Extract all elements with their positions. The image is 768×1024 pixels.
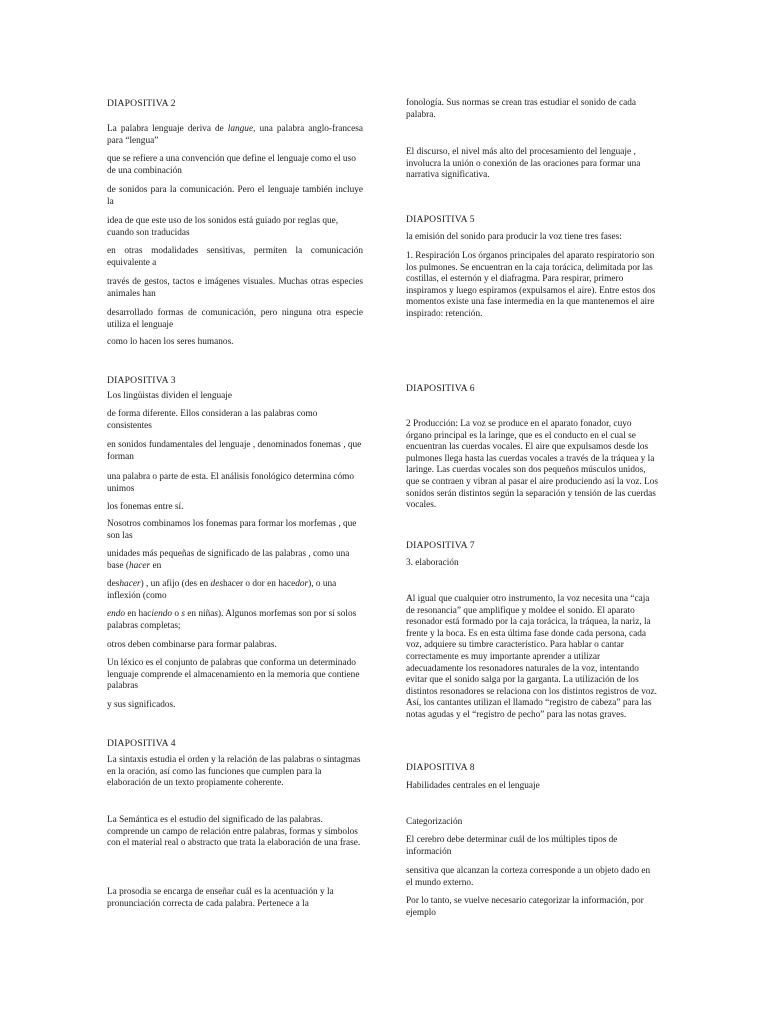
slide-5-heading: DIAPOSITIVA 5 bbox=[406, 214, 475, 225]
slide-8-paragraph-1: Habilidades centrales en el lenguaje bbox=[406, 781, 540, 791]
slide-3-paragraph-1: Los lingüistas dividen el lenguaje bbox=[107, 391, 232, 401]
slide-7-paragraph-2: Al igual que cualquier otro instrumento, la voz necesita una “caja de resonancia” que amplifique y moldee el sonido. El aparato resonador está formado por la caja torácica, la tráquea, la nariz, la frente y la boca. Es en esta última fase donde cada persona, cada voz, adquiere su timbre característico. Para hablar o cantar correctamente es muy importante aprender a utilizar adecuadamente los resonadores naturales de la voz, intentando evitar que el sonido salga por la garganta. La utilización de los distintos resonadores se relaciona con los distintos registros de voz. Así, los cantantes utilizan el llamado “registro de cabeza” para las notas agudas y el “registro de pecho” para las notas graves. bbox=[406, 594, 657, 720]
slide-3-paragraph-6: Nosotros combinamos los fonemas para formar los morfemas , que son las bbox=[107, 519, 357, 541]
slide-3-paragraph-8: deshacer) , un afijo (des en deshacer o dor en hacedor), o una inflexión (como bbox=[107, 579, 337, 601]
slide-2-paragraph-7: desarrollado formas de comunicación, pero ninguna otra especie utiliza el lenguaje bbox=[107, 308, 363, 330]
slide-2-paragraph-8: como lo hacen los seres humanos. bbox=[107, 337, 234, 347]
slide-2-paragraph-6: través de gestos, tactos e imágenes visuales. Muchas otras especies animales han bbox=[107, 277, 363, 299]
slide-2-paragraph-2: que se refiere a una convención que define el lenguaje como el uso de una combinación bbox=[107, 154, 356, 176]
slide-3-paragraph-10: otros deben combinarse para formar palabras. bbox=[107, 640, 277, 650]
slide-7-heading: DIAPOSITIVA 7 bbox=[406, 540, 475, 551]
slide-8-paragraph-5: Por lo tanto, se vuelve necesario categorizar la información, por ejemplo bbox=[406, 896, 644, 918]
slide-3-paragraph-2: de forma diferente. Ellos consideran a las palabras como consistentes bbox=[107, 409, 318, 431]
slide-8-paragraph-2: Categorización bbox=[406, 817, 463, 827]
slide-3-paragraph-7: unidades más pequeñas de significado de las palabras , como una base (hacer en bbox=[107, 549, 350, 571]
slide-3-paragraph-5: los fonemas entre sí. bbox=[107, 502, 184, 512]
slide-2-paragraph-5: en otras modalidades sensitivas, permiten la comunicación equivalente a bbox=[107, 246, 363, 268]
slide-3-heading: DIAPOSITIVA 3 bbox=[107, 375, 176, 386]
slide-3-paragraph-11: Un léxico es el conjunto de palabras que conforma un determinado lenguaje comprende el almacenamiento en la memoria que contiene palabras bbox=[107, 658, 360, 692]
slide-2-paragraph-4: idea de que este uso de los sonidos está guiado por reglas que, cuando son traducidas bbox=[107, 216, 339, 238]
slide-4-paragraph-2: La Semántica es el estudio del significado de las palabras. comprende un campo de relación entre palabras, formas y símbolos con el material real o abstracto que trata la elaboración de una frase. bbox=[107, 815, 361, 849]
slide-3-paragraph-3: en sonidos fundamentales del lenguaje , denominados fonemas , que forman bbox=[107, 440, 362, 462]
slide-3-paragraph-9: endo en haciendo o s en niñas). Algunos morfemas son por sí solos palabras completas; bbox=[107, 609, 357, 631]
slide-3-paragraph-12: y sus significados. bbox=[107, 700, 176, 710]
slide-5-paragraph-2: 1. Respiración Los órganos principales del aparato respiratorio son los pulmones. Se encuentran en la caja torácica, delimitada por las costillas, el esternón y el diafragma. Para respirar, primero inspiramos y luego espiramos (expulsamos el aire). Entre estos dos momentos existe una fase intermedia en la que mantenemos el aire inspirado: retención. bbox=[406, 251, 656, 319]
slide-6-heading: DIAPOSITIVA 6 bbox=[406, 383, 475, 394]
slide-8-paragraph-4: sensitiva que alcanzan la corteza corresponde a un objeto dado en el mundo externo. bbox=[406, 866, 651, 888]
slide-4-paragraph-3: La prosodia se encarga de enseñar cuál es la acentuación y la pronunciación correcta de cada palabra. Pertenece a la bbox=[107, 887, 334, 909]
slide-6-paragraph-1: 2 Producción: La voz se produce en el aparato fonador, cuyo órgano principal es la laringe, que es el conducto en el cual se encuentran las cuerdas vocales. El aire que expulsamos desde los pulmones llega hasta las cuerdas vocales a través de la tráquea y la laringe. Las cuerdas vocales son dos pequeños músculos unidos, que se contraen y vibran al pasar el aire produciendo así la voz. Los sonidos serán distintos según la separación y tensión de las cuerdas vocales. bbox=[406, 419, 658, 511]
slide-2-paragraph-1: La palabra lenguaje deriva de langue, una palabra anglo-francesa para “lengua” bbox=[107, 124, 363, 146]
slide-2-paragraph-3: de sonidos para la comunicación. Pero el lenguaje también incluye la bbox=[107, 185, 363, 207]
slide-8-heading: DIAPOSITIVA 8 bbox=[406, 762, 475, 773]
slide-2-heading: DIAPOSITIVA 2 bbox=[107, 98, 176, 109]
slide-4-paragraph-1: La sintaxis estudia el orden y la relación de las palabras o sintagmas en la oración, así como las funciones que cumplen para la elaboración de un texto propiamente coherente. bbox=[107, 755, 361, 789]
continued-paragraph-2: El discurso, el nivel más alto del procesamiento del lenguaje , involucra la unión o conexión de las oraciones para formar una narrativa significativa. bbox=[406, 147, 641, 181]
continued-paragraph-1: fonología. Sus normas se crean tras estudiar el sonido de cada palabra. bbox=[406, 98, 637, 120]
slide-8-paragraph-3: El cerebro debe determinar cuál de los múltiples tipos de información bbox=[406, 835, 618, 857]
slide-3-paragraph-4: una palabra o parte de esta. El análisis fonológico determina cómo unimos bbox=[107, 472, 355, 494]
slide-5-paragraph-1: la emisión del sonido para producir la voz tiene tres fases: bbox=[406, 232, 622, 242]
slide-4-heading: DIAPOSITIVA 4 bbox=[107, 738, 176, 749]
slide-7-paragraph-1: 3. elaboración bbox=[406, 558, 459, 568]
